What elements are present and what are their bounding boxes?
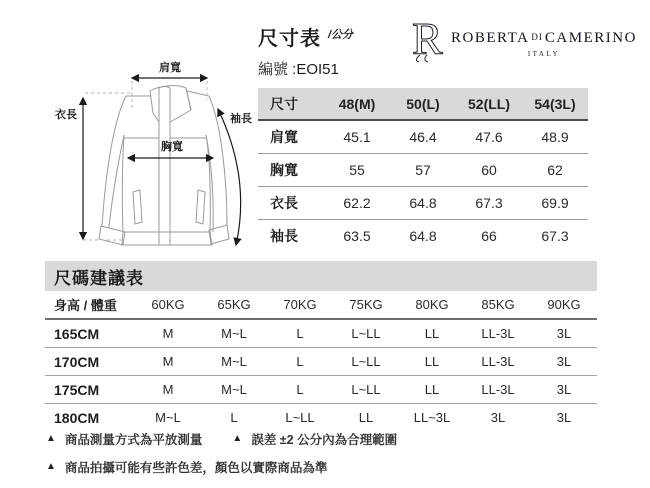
page-title: 尺寸表 <box>258 28 321 50</box>
guide-lines <box>83 81 207 240</box>
footnote-text: 誤差 ±2 公分內為合理範圍 <box>251 433 398 447</box>
triangle-icon: ▲ <box>46 461 56 472</box>
table-row <box>258 220 588 253</box>
cell: 62 <box>522 154 588 187</box>
weight-column-header: 80KG <box>399 291 465 319</box>
row-label: 肩寬 <box>270 129 298 145</box>
ribbon-r-icon <box>410 15 444 63</box>
product-code-value: EOI51 <box>296 61 339 78</box>
height-label: 165CM <box>54 325 100 342</box>
sleeve-length-label: 袖長 <box>230 113 252 125</box>
sleeve-arrow-icon <box>218 109 241 245</box>
cell: M~L <box>221 326 247 341</box>
footnote-row <box>46 430 397 448</box>
chart-title-block <box>258 22 353 51</box>
footnote-row <box>46 458 397 476</box>
cell: LL~3L <box>399 404 465 432</box>
size-column-header: 48(M) <box>324 88 390 120</box>
triangle-icon: ▲ <box>46 433 56 444</box>
weight-column-header: 60KG <box>135 291 201 319</box>
cell: M <box>135 348 201 376</box>
unit-label: /公分 <box>328 29 354 41</box>
cell: 57 <box>390 154 456 187</box>
footnote-text: 商品拍攝可能有些許色差，顏色以實際商品為準 <box>64 461 328 475</box>
cell: 45.1 <box>343 129 371 145</box>
weight-column-header: 65KG <box>201 291 267 319</box>
cell: LL <box>399 376 465 404</box>
cell: 48.9 <box>541 129 569 145</box>
table-row <box>45 404 597 432</box>
product-code <box>258 58 339 79</box>
cell: L <box>267 376 333 404</box>
size-table <box>258 88 588 252</box>
table-row <box>45 319 597 348</box>
cell: L <box>267 348 333 376</box>
jacket-outline-icon <box>99 86 229 245</box>
triangle-icon: ▲ <box>232 433 243 444</box>
measure-arrows <box>83 78 241 245</box>
cell: M <box>162 326 174 341</box>
cell: 47.6 <box>475 129 503 145</box>
cell: LL-3L <box>465 348 531 376</box>
cell: 67.3 <box>522 220 588 253</box>
height-label: 175CM <box>45 376 135 404</box>
weight-column-header: 70KG <box>267 291 333 319</box>
cell: 3L <box>531 404 597 432</box>
jacket-measurement-diagram <box>22 38 257 256</box>
cell: L~LL <box>333 348 399 376</box>
brand-country: ITALY <box>527 50 561 58</box>
brand-name-line <box>451 30 637 47</box>
cell: 64.8 <box>390 187 456 220</box>
product-code-label: 編號 : <box>258 61 297 78</box>
chest-width-label: 胸寬 <box>161 141 183 153</box>
height-label: 180CM <box>45 404 135 432</box>
shoulder-width-label: 肩寬 <box>159 62 181 74</box>
cell: 69.9 <box>522 187 588 220</box>
table-row <box>258 154 588 187</box>
cell: 64.8 <box>390 220 456 253</box>
size-table-header-row <box>258 88 588 120</box>
recommend-table <box>45 291 597 431</box>
weight-column-header: 90KG <box>531 291 597 319</box>
recommend-table-title: 尺碼建議表 <box>45 261 597 291</box>
table-row <box>258 187 588 220</box>
brand-name <box>451 15 637 58</box>
row-label: 胸寬 <box>258 154 324 187</box>
cell: 55 <box>324 154 390 187</box>
cell: 3L <box>531 348 597 376</box>
weight-column-header: 75KG <box>333 291 399 319</box>
cell: M~L <box>201 348 267 376</box>
cell: LL <box>399 348 465 376</box>
cell: 60 <box>456 154 522 187</box>
cell: L~LL <box>333 376 399 404</box>
cell: 3L <box>465 404 531 432</box>
cell: 66 <box>456 220 522 253</box>
cell: 67.3 <box>456 187 522 220</box>
recommend-table-header-row <box>45 291 597 319</box>
size-column-header: 54(3L) <box>522 88 588 120</box>
cell: LL <box>424 326 440 341</box>
cell: 3L <box>531 376 597 404</box>
row-label: 衣長 <box>258 187 324 220</box>
footnote <box>232 430 397 448</box>
cell: 3L <box>556 326 572 341</box>
size-column-header: 50(L) <box>390 88 456 120</box>
cell: 62.2 <box>324 187 390 220</box>
cell: L~LL <box>267 404 333 432</box>
size-table-head-label: 尺寸 <box>258 88 324 120</box>
cell: 63.5 <box>324 220 390 253</box>
cell: LL <box>333 404 399 432</box>
brand-di: DI <box>531 32 543 42</box>
weight-column-header: 85KG <box>465 291 531 319</box>
footnotes <box>46 430 397 486</box>
height-label: 170CM <box>45 348 135 376</box>
footnote-text: 商品測量方式為平放測量 <box>64 433 203 447</box>
cell: M~L <box>201 376 267 404</box>
brand-logo <box>410 15 637 63</box>
cell: L~LL <box>351 326 381 341</box>
table-row <box>45 348 597 376</box>
cell: 46.4 <box>409 129 437 145</box>
row-label: 袖長 <box>258 220 324 253</box>
cell: LL-3L <box>465 376 531 404</box>
cell: L <box>201 404 267 432</box>
body-length-label: 衣長 <box>55 109 77 121</box>
svg-text:R: R <box>412 15 443 63</box>
table-row <box>258 120 588 154</box>
size-column-header: 52(LL) <box>456 88 522 120</box>
table-row <box>45 376 597 404</box>
brand-word1: ROBERTA <box>451 30 530 46</box>
cell: M~L <box>135 404 201 432</box>
footnote <box>46 458 327 476</box>
cell: LL-3L <box>481 326 515 341</box>
recommend-head-label: 身高 / 體重 <box>45 291 135 319</box>
cell: L <box>296 326 304 341</box>
footnote <box>46 430 202 448</box>
brand-word2: CAMERINO <box>544 30 637 46</box>
cell: M <box>135 376 201 404</box>
